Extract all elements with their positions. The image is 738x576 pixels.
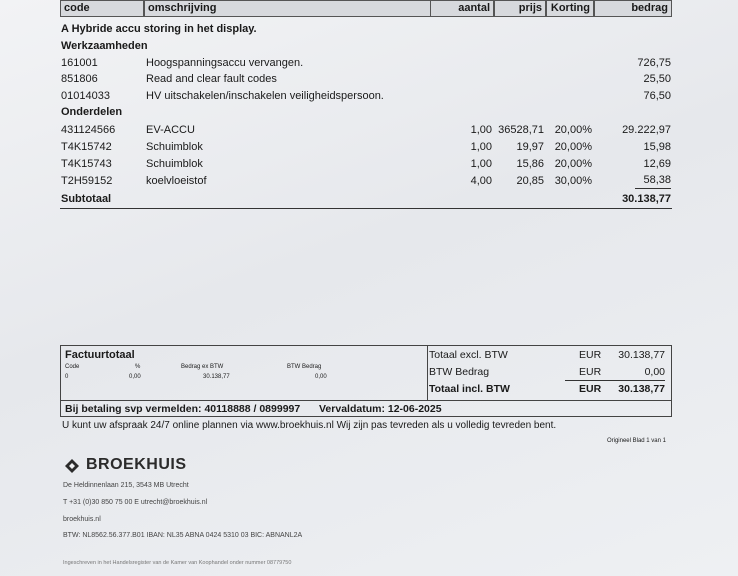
row-amount: 29.222,97 xyxy=(622,124,671,136)
table-row xyxy=(60,139,672,156)
row-amount: 12,69 xyxy=(643,158,671,170)
row-amount: 58,38 xyxy=(635,173,671,189)
total-incl-currency: EUR xyxy=(579,383,602,395)
row-price: 20,85 xyxy=(516,175,544,187)
row-price: 36528,71 xyxy=(498,124,544,136)
row-amount: 25,50 xyxy=(643,73,671,85)
header-discount: Korting xyxy=(546,0,594,17)
totals-divider xyxy=(427,346,428,400)
header-amount: bedrag xyxy=(594,0,672,17)
broekhuis-logo-icon xyxy=(63,457,81,475)
header-qty: aantal xyxy=(430,0,494,17)
row-discount: 30,00% xyxy=(554,175,592,187)
row-code: T4K15742 xyxy=(61,141,112,153)
totals-title: Factuurtotaal xyxy=(65,349,135,361)
row-description: EV-ACCU xyxy=(146,124,195,136)
total-excl-amount: 30.138,77 xyxy=(618,349,665,361)
row-description: Schuimblok xyxy=(146,141,203,153)
total-excl-currency: EUR xyxy=(579,349,602,361)
row-code: 431124566 xyxy=(61,124,116,136)
footer-contact: T +31 (0)30 850 75 00 E utrecht@broekhuis.nl xyxy=(63,499,208,506)
row-code: 851806 xyxy=(61,73,98,85)
subtotal-amount: 30.138,77 xyxy=(622,193,671,205)
vat-row-base: 30.138,77 xyxy=(203,374,230,380)
row-price: 15,86 xyxy=(516,158,544,170)
table-row xyxy=(60,173,672,190)
vat-header-vat: BTW Bedrag xyxy=(287,364,322,370)
total-excl-label: Totaal excl. BTW xyxy=(429,349,508,361)
row-qty: 4,00 xyxy=(470,175,492,187)
row-qty: 1,00 xyxy=(470,158,492,170)
row-code: 01014033 xyxy=(61,90,110,102)
footer-legal: Ingeschreven in het Handelsregister van de Kamer van Koophandel onder nummer 08779750 xyxy=(63,560,292,566)
row-code: 161001 xyxy=(61,57,98,69)
row-description: Hoogspanningsaccu vervangen. xyxy=(146,57,304,69)
section-labor: Werkzaamheden xyxy=(61,40,148,52)
row-amount: 15,98 xyxy=(643,141,671,153)
brand-name: BROEKHUIS xyxy=(86,456,187,473)
table-row xyxy=(60,156,672,173)
row-code: T2H59152 xyxy=(61,175,113,187)
footer-web: broekhuis.nl xyxy=(63,516,101,523)
table-row xyxy=(60,55,672,72)
payment-reference: Bij betaling svp vermelden: 40118888 / 0899997 xyxy=(65,403,301,415)
vat-header-pct: % xyxy=(135,364,141,370)
vat-header-code: Code xyxy=(65,364,80,370)
total-incl-label: Totaal incl. BTW xyxy=(429,383,510,395)
totals-box xyxy=(60,345,672,417)
row-amount: 726,75 xyxy=(637,57,671,69)
vat-amount-currency: EUR xyxy=(579,366,602,378)
job-title: A Hybride accu storing in het display. xyxy=(61,23,257,35)
subtotal-row xyxy=(60,191,672,209)
row-discount: 20,00% xyxy=(554,141,592,153)
header-code: code xyxy=(60,0,144,17)
table-row xyxy=(60,71,672,88)
row-amount: 76,50 xyxy=(643,90,671,102)
row-description: koelvloeistof xyxy=(146,175,207,187)
totals-bottom-line xyxy=(61,400,671,401)
footer-address: De Heldinnenlaan 215, 3543 MB Utrecht xyxy=(63,482,189,489)
row-discount: 20,00% xyxy=(554,158,592,170)
vat-underline xyxy=(565,380,665,381)
vat-header-base: Bedrag ex BTW xyxy=(181,364,224,370)
row-description: Read and clear fault codes xyxy=(146,73,277,85)
row-discount: 20,00% xyxy=(554,124,592,136)
header-description: omschrijving xyxy=(144,0,452,17)
row-price: 19,97 xyxy=(516,141,544,153)
row-code: T4K15743 xyxy=(61,158,112,170)
row-description: Schuimblok xyxy=(146,158,203,170)
page-info: Origineel Blad 1 van 1 xyxy=(606,438,666,444)
section-parts: Onderdelen xyxy=(61,106,123,118)
row-description: HV uitschakelen/inschakelen veiligheidspersoon. xyxy=(146,90,384,102)
vat-row-pct: 0,00 xyxy=(129,374,141,380)
vat-row-vat: 0,00 xyxy=(315,374,327,380)
vat-row-code: 0 xyxy=(65,374,69,380)
vat-amount-label: BTW Bedrag xyxy=(429,366,490,378)
row-qty: 1,00 xyxy=(470,124,492,136)
due-date: Vervaldatum: 12-06-2025 xyxy=(319,403,442,415)
header-price: prijs xyxy=(494,0,546,17)
row-qty: 1,00 xyxy=(470,141,492,153)
table-row xyxy=(60,122,672,139)
footer-bank: BTW: NL8562.56.377.B01 IBAN: NL35 ABNA 0424 5310 03 BIC: ABNANL2A xyxy=(63,532,303,539)
table-row xyxy=(60,88,672,105)
vat-amount-value: 0,00 xyxy=(644,366,665,378)
total-incl-amount: 30.138,77 xyxy=(618,383,665,395)
online-notice: U kunt uw afspraak 24/7 online plannen via www.broekhuis.nl Wij zijn pas tevreden als u volledig tevreden bent. xyxy=(62,420,557,431)
subtotal-label: Subtotaal xyxy=(61,193,112,205)
